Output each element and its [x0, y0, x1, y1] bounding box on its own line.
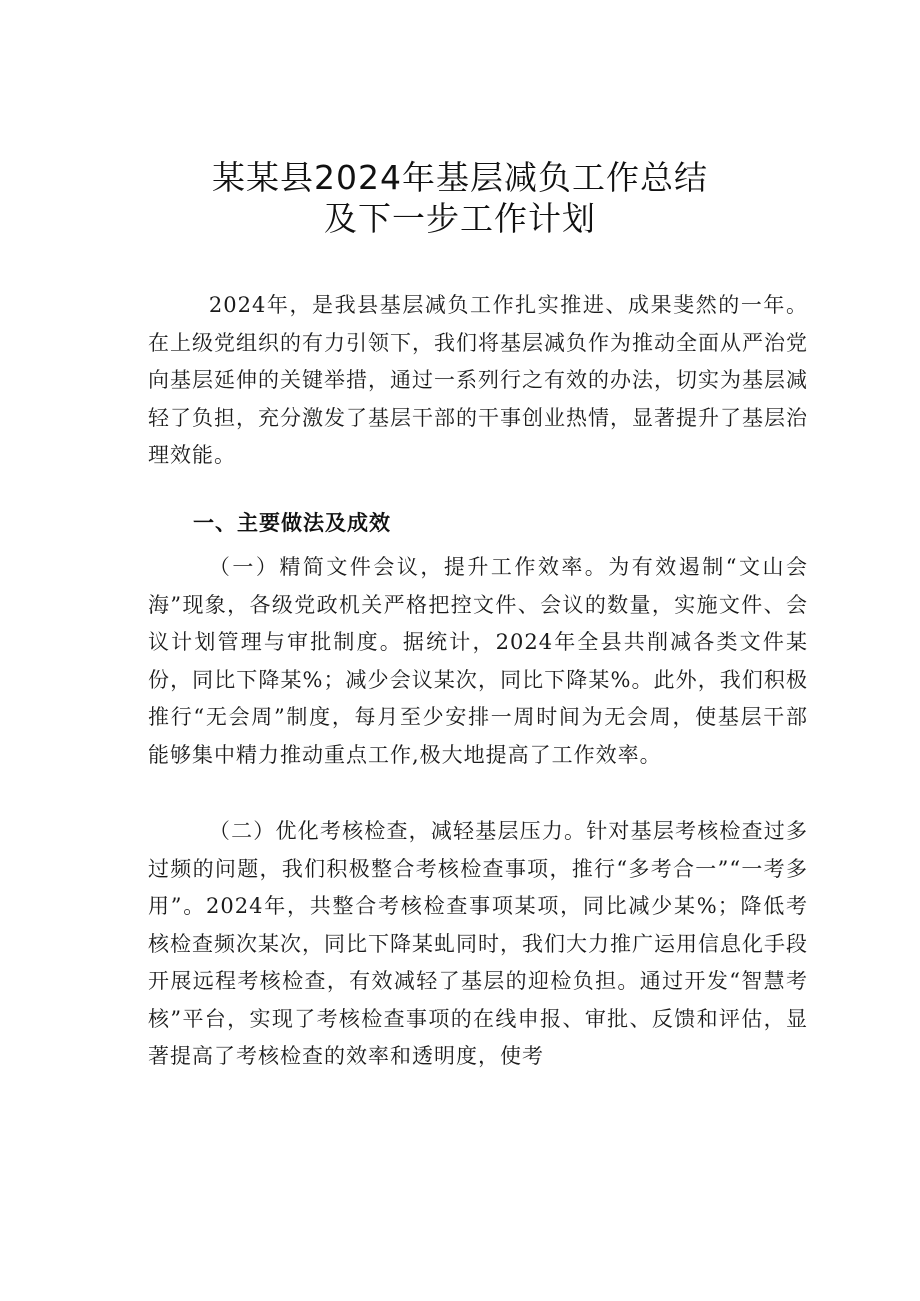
paragraph-optimize-inspections: （二）优化考核检查，减轻基层压力。针对基层考核检查过多过频的问题，我们积极整合考核检查事项，推行“多考合一”“一考多用”。2024年，共整合考核检查事项某项，同比减少某%；降低考核检查频次某次，同比下降某虬同时，我们大力推广运用信息化手段开展远程考核检查，有效减轻了基层的迎检负担。通过开发“智慧考核”平台，实现了考核检查事项的在线申报、审批、反馈和评估，显著提高了考核检查的效率和透明度，使考	[148, 819, 808, 1068]
intro-paragraph: 2024年，是我县基层减负工作扎实推进、成果斐然的一年。在上级党组织的有力引领下，我们将基层减负作为推动全面从严治党向基层延伸的关键举措，通过一系列行之有效的办法，切实为基层减轻了负担，充分激发了基层干部的干事创业热情，显著提升了基层治理效能。	[148, 293, 808, 467]
document-title-line-2: 及下一步工作计划	[324, 199, 596, 238]
section-heading-main-practices: 一、主要做法及成效	[193, 511, 391, 535]
paragraph-streamline-documents-meetings: （一）精简文件会议，提升工作效率。为有效遏制“文山会海”现象，各级党政机关严格把控文件、会议的数量，实施文件、会议计划管理与审批制度。据统计，2024年全县共削减各类文件某份，同比下降某%；减少会议某次，同比下降某%。此外，我们积极推行“无会周”制度，每月至少安排一周时间为无会周，使基层干部能够集中精力推动重点工作,极大地提高了工作效率。	[148, 555, 808, 767]
document-title-line-1: 某某县2024年基层减负工作总结	[212, 158, 708, 197]
section-two	[148, 813, 808, 1076]
section-one	[148, 549, 808, 774]
intro-section	[148, 287, 808, 475]
